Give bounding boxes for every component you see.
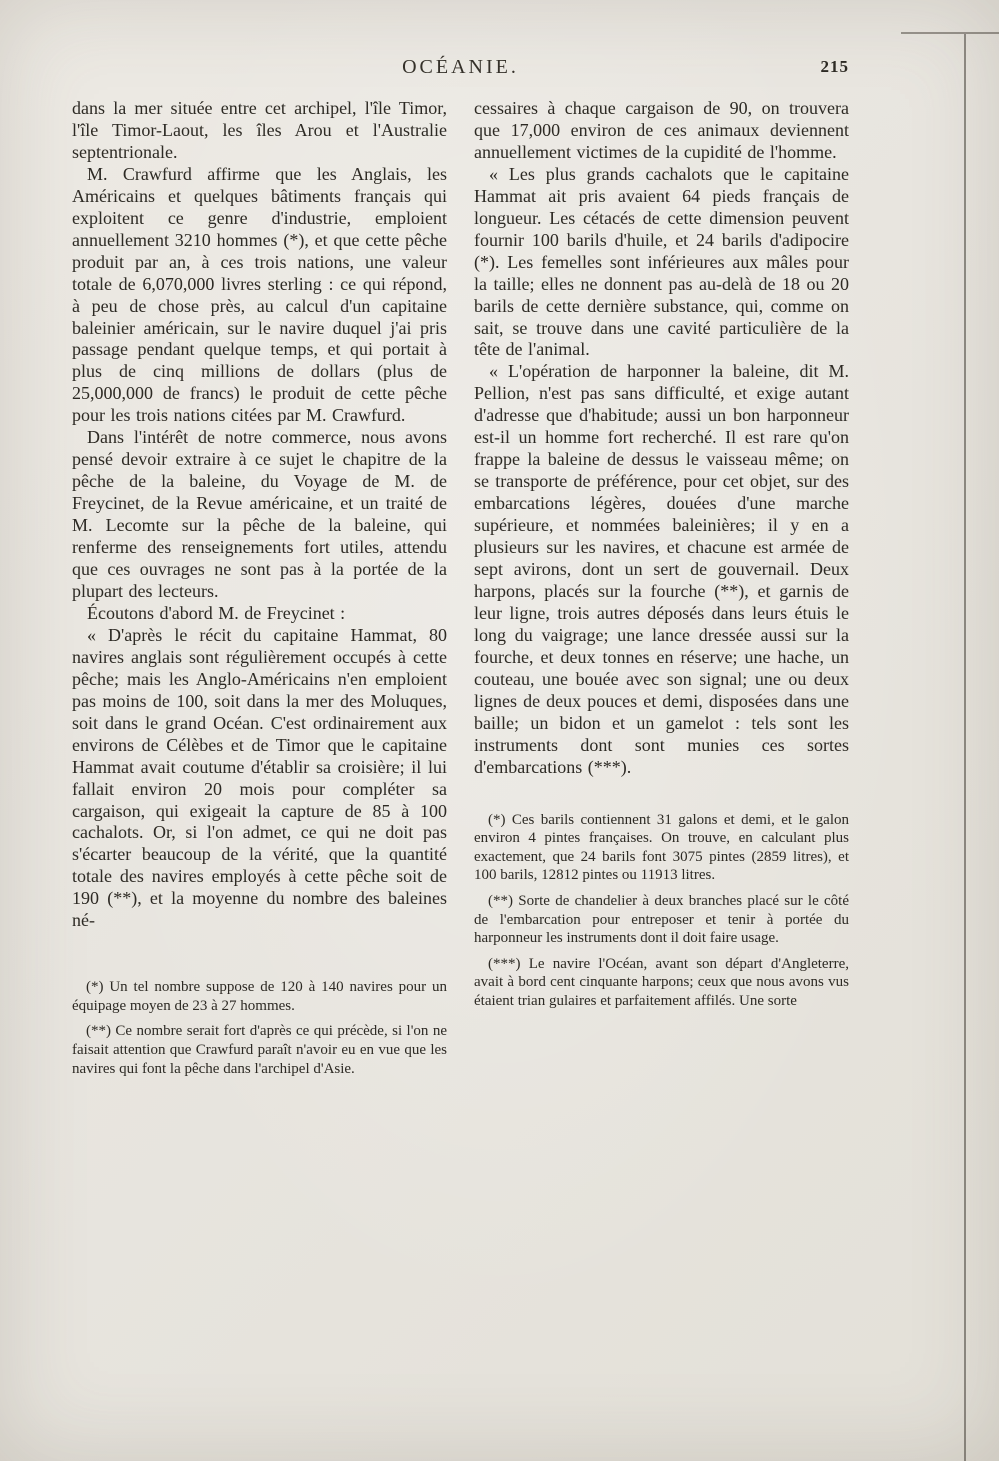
footnote: (**) Ce nombre serait fort d'après ce qui précède, si l'on ne faisait attention que Crawfurd paraît n'avoir eu en vue que les navires qui font la pêche dans l'archipel d'Asie.: [72, 1023, 447, 1077]
left-footnotes: [72, 978, 447, 1078]
footnote: (***) Le navire l'Océan, avant son départ d'Angleterre, avait à bord cent cinquante harpons; ceux que nous avons vus étaient trian gulaires et parfaitement affilés. Une sorte: [474, 955, 849, 1009]
paragraph: Écoutons d'abord M. de Freycinet :: [87, 602, 346, 623]
paragraph: « D'après le récit du capitaine Hammat, 80 navires anglais sont régulièrement occupés à cette pêche; mais les Anglo-Américains n'en emploient pas moins de 100, soit dans la mer des Moluques, soit dans le grand Océan. C'est ordinairement aux environs de Célèbes et de Timor que le capitaine Hammat avait coutume d'établir sa croisière; il lui fallait environ 20 mois pour compléter sa cargaison, qui exigeait la capture de 85 à 100 cachalots. Or, si l'on admet, ce qui ne doit pas s'écarter beaucoup de la vérité, que la quantité totale des navires employés à cette pêche soit de 190 (**), et la moyenne du nombre des baleines né-: [72, 624, 447, 931]
left-column: [72, 98, 447, 1085]
paragraph: M. Crawfurd affirme que les Anglais, les Américains et quelques bâtiments français qui exploitent ce genre d'industrie, emploient annuellement 3210 hommes (*), et que cette pêche produit par an, à ces trois nations, une valeur totale de 6,070,000 livres sterling : ce qui répond, à peu de chose près, au calcul d'un capitaine baleinier américain, sur le navire duquel j'ai pris passage pendant quelque temps, et qui portait à plus de cinq millions de dollars (plus de 25,000,000 de francs) le produit de cette pêche pour les trois nations citées par M. Crawfurd.: [72, 163, 447, 426]
right-column: [474, 98, 849, 1085]
footnote: (*) Ces barils contiennent 31 galons et demi, et le galon environ 4 pintes françaises. On trouve, en calculant plus exactement, que 24 barils font 3075 pintes (2859 litres), et 100 barils, 12812 pintes ou 11913 litres.: [474, 811, 849, 884]
scan-edge-horizontal-line: [901, 32, 999, 34]
footnote: (*) Un tel nombre suppose de 120 à 140 navires pour un équipage moyen de 23 à 27 hommes.: [72, 979, 447, 1014]
paragraph: « Les plus grands cachalots que le capitaine Hammat ait pris avaient 64 pieds français de longueur. Les cétacés de cette dimension peuvent fournir 100 barils d'huile, et 24 barils d'adipocire (*). Les femelles sont inférieures aux mâles pour la taille; elles ne donnent pas au-delà de 18 ou 20 barils de cette dernière substance, qui, comme on sait, se trouve dans une cavité particulière de la tête de l'animal.: [474, 163, 849, 360]
paragraph-continuation: dans la mer située entre cet archipel, l'île Timor, l'île Timor-Laout, les îles Arou et l'Australie septentrionale.: [72, 98, 447, 162]
right-footnotes: [474, 811, 849, 1011]
running-title: OCÉANIE.: [402, 56, 519, 78]
scan-edge-vertical-line: [964, 34, 966, 1461]
paragraph: Dans l'intérêt de notre commerce, nous avons pensé devoir extraire à ce sujet le chapitre de la pêche de la baleine, du Voyage de M. de Freycinet, de la Revue américaine, et un traité de M. Lecomte sur la pêche de la baleine, qui renferme des renseignements fort utiles, attendu que ces ouvrages ne sont pas à la portée de la plupart des lecteurs.: [72, 427, 447, 601]
paragraph-continuation: cessaires à chaque cargaison de 90, on trouvera que 17,000 environ de ces animaux deviennent annuellement victimes de la cupidité de l'homme.: [474, 98, 849, 162]
text-columns: [72, 98, 849, 1085]
footnote: (**) Sorte de chandelier à deux branches placé sur le côté de l'embarcation pour entreposer et tenir à portée du harponneur les instruments dont il doit faire usage.: [474, 892, 849, 947]
page-header: [72, 56, 849, 82]
page-number: 215: [820, 57, 849, 76]
paragraph: « L'opération de harponner la baleine, dit M. Pellion, n'est pas sans difficulté, et exige autant d'adresse que d'habitude; aussi un bon harponneur est-il un homme fort recherché. Il est rare qu'on frappe la baleine de dessus le vaisseau même; on se transporte de préférence, pour cet objet, sur des embarcations légères, douées d'une marche supérieure, et nommées baleinières; il y en a plusieurs sur les navires, et chacune est armée de sept avirons, dont un sert de gouvernail. Deux harpons, placés sur la fourche (**), et garnis de leur ligne, trois autres déposés dans leurs étuis le long du vaigrage; une lance dressée aussi sur la fourche, et deux tonnes en réserve; une hache, un couteau, une bouée avec son signal; une ou deux lignes de deux pouces et demi, disposées dans une baille; un bidon et un gamelot : tels sont les instruments dont sont munies ces sortes d'embarcations (***).: [474, 361, 849, 777]
